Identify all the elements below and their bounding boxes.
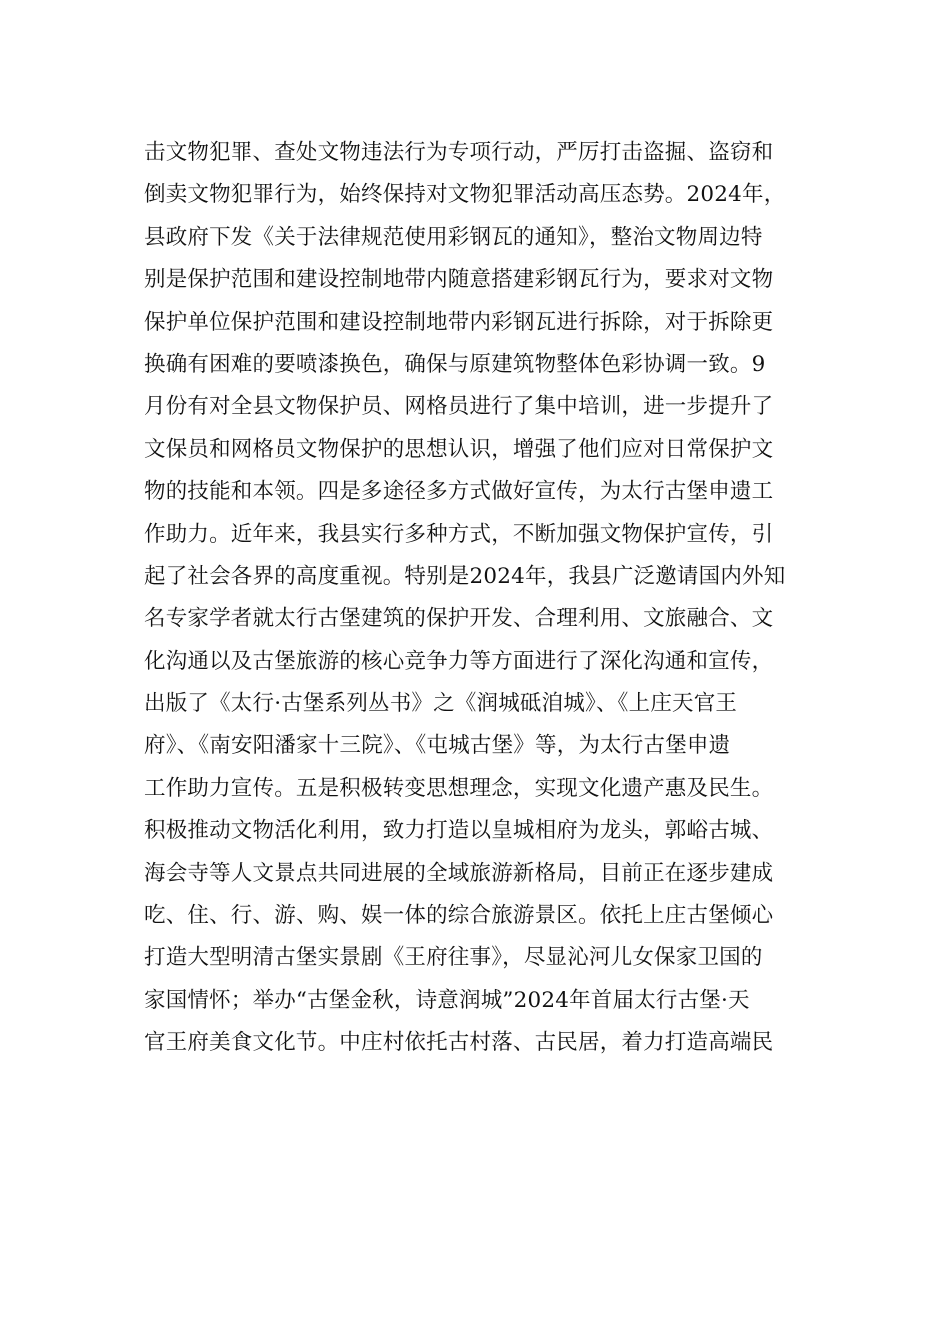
body-text <box>144 132 814 1065</box>
text-line: 保护单位保护范围和建设控制地带内彩钢瓦进行拆除，对于拆除更 <box>144 309 774 335</box>
text-line: 名专家学者就太行古堡建筑的保护开发、合理利用、文旅融合、文 <box>144 606 774 632</box>
text-line: 换确有困难的要喷漆换色，确保与原建筑物整体色彩协调一致。9 <box>144 351 766 377</box>
text-line: 起了社会各界的高度重视。特别是2024年，我县广泛邀请国内外知 <box>144 563 786 589</box>
text-line: 家国情怀；举办“古堡金秋，诗意润城”2024年首届太行古堡·天 <box>144 987 750 1013</box>
text-line: 海会寺等人文景点共同进展的全域旅游新格局，目前正在逐步建成 <box>144 860 774 886</box>
text-line: 文保员和网格员文物保护的思想认识，增强了他们应对日常保护文 <box>144 436 774 462</box>
text-line: 月份有对全县文物保护员、网格员进行了集中培训，进一步提升了 <box>144 394 774 420</box>
text-line: 打造大型明清古堡实景剧《王府往事》，尽显沁河儿女保家卫国的 <box>144 945 763 971</box>
text-line: 倒卖文物犯罪行为，始终保持对文物犯罪活动高压态势。2024年， <box>144 182 786 208</box>
text-line: 县政府下发《关于法律规范使用彩钢瓦的通知》，整治文物周边特 <box>144 224 763 250</box>
text-line: 积极推动文物活化利用，致力打造以皇城相府为龙头，郭峪古城、 <box>144 818 774 844</box>
text-line: 化沟通以及古堡旅游的核心竞争力等方面进行了深化沟通和宣传， <box>144 648 774 674</box>
text-line: 击文物犯罪、查处文物违法行为专项行动，严厉打击盗掘、盗窃和 <box>144 140 774 165</box>
text-line: 出版了《太行·古堡系列丛书》之《润城砥洎城》、《上庄天官王 <box>144 691 738 717</box>
text-line: 吃、住、行、游、购、娱一体的综合旅游景区。依托上庄古堡倾心 <box>144 903 774 929</box>
text-line: 工作助力宣传。五是积极转变思想理念，实现文化遗产惠及民生。 <box>144 775 774 801</box>
text-line: 官王府美食文化节。中庄村依托古村落、古民居，着力打造高端民 <box>144 1030 774 1056</box>
text-line: 府》、《南安阳潘家十三院》、《屯城古堡》等，为太行古堡申遗 <box>144 733 731 759</box>
text-line: 作助力。近年来，我县实行多种方式，不断加强文物保护宣传，引 <box>144 521 774 547</box>
text-line: 别是保护范围和建设控制地带内随意搭建彩钢瓦行为，要求对文物 <box>144 267 774 293</box>
text-line: 物的技能和本领。四是多途径多方式做好宣传，为太行古堡申遗工 <box>144 479 774 505</box>
